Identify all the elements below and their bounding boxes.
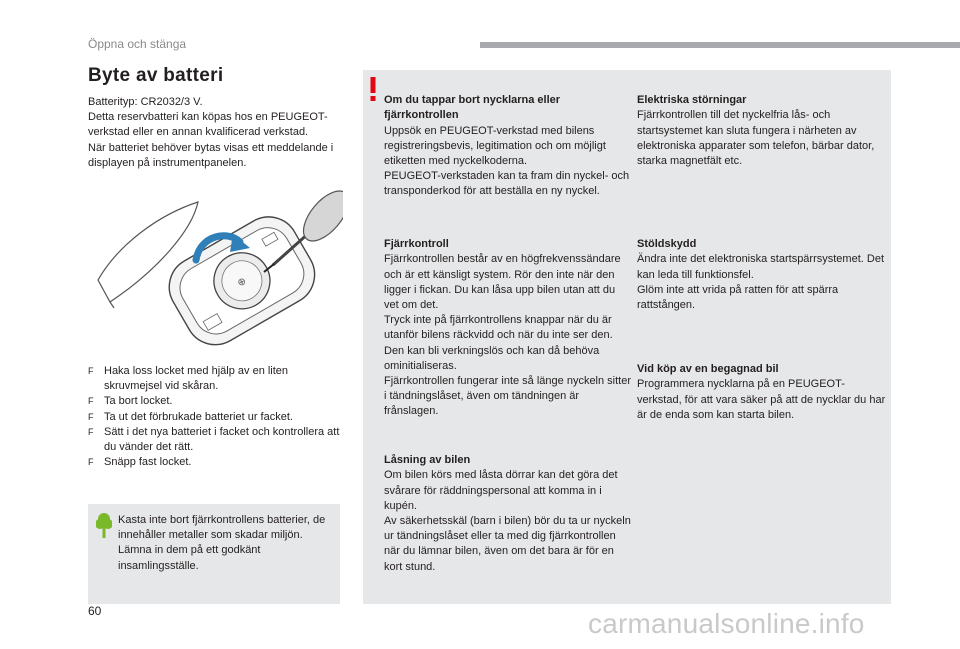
- section-text: Om bilen körs med låsta dörrar kan det göra det svårare för räddningspersonal att komma in i kupén. Av säkerhetsskäl (barn i bilen) bör du ta ur nyckeln ur tändningslåset eller ta med dig fjärrkontrollen när du lämnar bilen, även om det bara är för en kort stund.: [384, 469, 631, 573]
- section-text: Uppsök en PEUGEOT-verkstad med bilens registreringsbevis, legitimation och om möjligt etiketten med nyckelkoderna. PEUGEOT-verkstaden kan ta fram din nyckel- och transponderkod för att beställa en ny nyckel.: [384, 124, 630, 198]
- list-item: F Ta bort locket.: [88, 394, 343, 409]
- list-item: F Sätt i det nya batteriet i facket och kontrollera att du vänder det rätt.: [88, 425, 340, 454]
- key-fob-battery-replacement-illustration: [88, 190, 343, 358]
- tree-environment-icon: [96, 512, 112, 540]
- section-text: Programmera nycklarna på en PEUGEOT-verkstad, för att vara säker på att de nycklar du har är de enda som kan starta bilen.: [637, 378, 886, 421]
- warning-section-lost-keys: [384, 78, 632, 200]
- svg-text:⊕: ⊕: [235, 275, 249, 290]
- list-item: F Haka loss locket med hjälp av en liten skruvmejsel vid skåran.: [88, 365, 289, 393]
- section-heading: Elektriska störningar: [637, 94, 747, 107]
- list-item: F Ta ut det förbrukade batteriet ur facket.: [88, 410, 343, 425]
- watermark: carmanualsonline.info: [588, 608, 865, 639]
- warning-section-used-car: [637, 347, 887, 423]
- bullet: F: [88, 457, 94, 468]
- section-text: Fjärrkontrollen till det nyckelfria lås- och startsystemet kan sluta fungera i närheten av elektroniska apparater som telefon, bärbar dator, starka magnetfält etc.: [637, 109, 875, 168]
- environment-note: [88, 504, 340, 604]
- warning-section-interference: [637, 78, 887, 169]
- header-bar: [480, 42, 960, 48]
- warning-section-remote: [384, 222, 632, 420]
- bullet: F: [88, 426, 94, 437]
- page-title: Byte av batteri: [88, 65, 224, 86]
- section-text: Ändra inte det elektroniska startspärrsystemet. Det kan leda till funktionsfel. Glöm inte att vrida på ratten för att spärra rattstången.: [637, 253, 884, 312]
- section-heading: Stöldskydd: [637, 238, 697, 251]
- list-item: F Snäpp fast locket.: [88, 455, 343, 470]
- page-number: 60: [88, 604, 102, 618]
- environment-note-text: Kasta inte bort fjärrkontrollens batterier, de innehåller metaller som skadar miljön. Lämna in dem på ett godkänt insamlingsställe.: [118, 514, 326, 572]
- bullet: F: [88, 411, 94, 422]
- intro-text: Batterityp: CR2032/3 V. Detta reservbatteri kan köpas hos en PEUGEOT-verkstad eller en annan kvalificerad verkstad. När batteriet behöver bytas visas ett meddelande i displayen på instrumentpanelen.: [88, 96, 334, 169]
- exclamation-warning-icon: [369, 77, 377, 101]
- bullet: F: [88, 366, 94, 376]
- warning-box: [363, 70, 891, 604]
- steps-list: [88, 364, 343, 470]
- section-heading: Vid köp av en begagnad bil: [637, 363, 779, 376]
- section-heading: Fjärrkontroll: [384, 238, 449, 251]
- section-text: Fjärrkontrollen består av en högfrekvenssändare och är ett känsligt system. Rör den inte när den ligger i fickan. Du kan låsa upp bilen utan att du vet om det. Tryck inte på fjärrkontrollens knappar när du är utanför bilens räckvidd och när du inte ser den. Den kan bli verkningslös och kan då behöva ominitialiseras. Fjärrkontrollen fungerar inte så länge nyckeln sitter i tändningslåset, även om tändningen är frånslagen.: [384, 253, 632, 418]
- section-heading: Om du tappar bort nycklarna eller fjärrkontrollen: [384, 94, 561, 122]
- warning-section-locking: [384, 438, 632, 575]
- section-heading: Låsning av bilen: [384, 454, 471, 467]
- key-fob-figure: [88, 190, 343, 358]
- section-title: Öppna och stänga: [88, 37, 187, 51]
- bullet: F: [88, 396, 94, 407]
- warning-section-antitheft: [637, 222, 887, 313]
